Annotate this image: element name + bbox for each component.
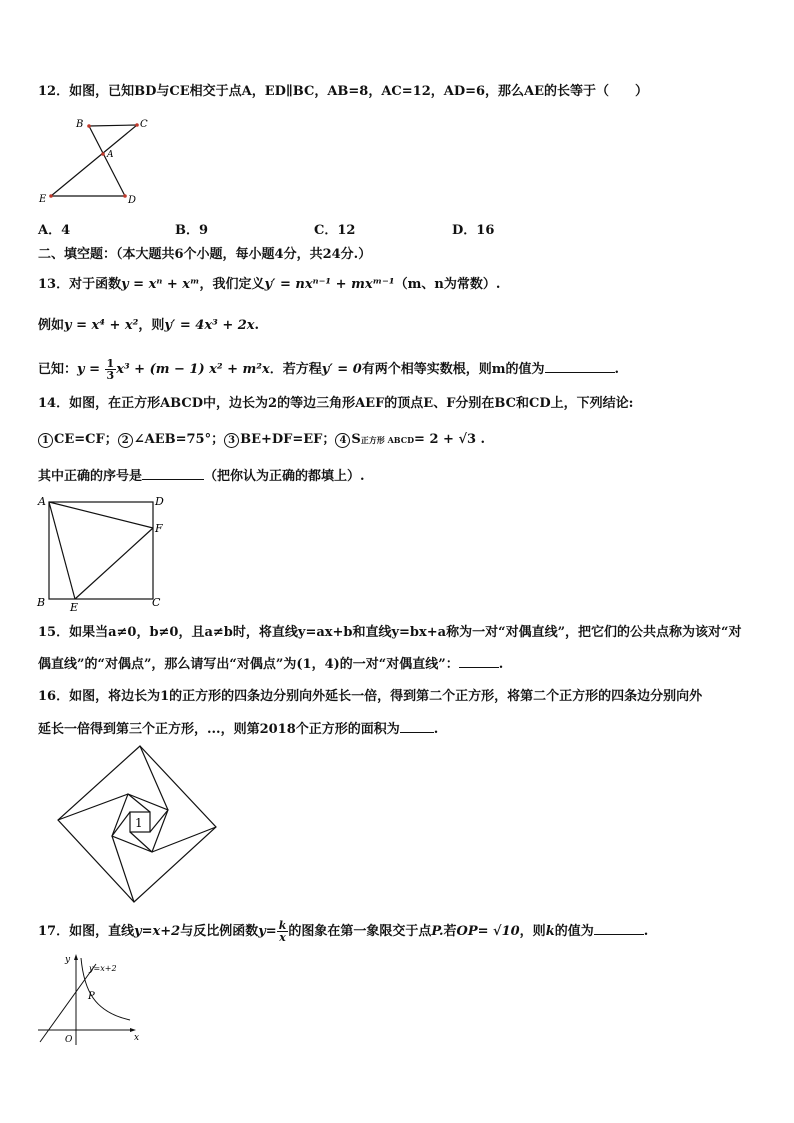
q13-line3-a: 已知： <box>38 362 78 377</box>
q14-conclusions <box>38 431 485 449</box>
q12-figure <box>36 114 156 206</box>
q17-k-var: k <box>545 924 555 939</box>
q12-text: 12．如图，已知BD与CE相交于点A，ED∥BC，AB=8，AC=12，AD=6，那么AE的长等于（ ） <box>38 84 649 99</box>
q16-ext-1a <box>128 794 150 812</box>
q14-conclusion-2: ∠AEB=75°； <box>133 432 225 447</box>
q16-ext-2d <box>58 794 128 820</box>
q16-line1: 16．如图，将边长为1的正方形的四条边分别向外延长一倍，得到第二个正方形，将第二个正方形的四条边分别向外 <box>38 689 703 704</box>
q17-label-o: O <box>65 1035 73 1045</box>
q17-text <box>38 920 648 943</box>
q13-line3 <box>38 358 619 381</box>
q15-line1: 15．如果当a≠0，b≠0，且a≠b时，将直线y=ax+b和直线y=bx+a称为一对“对偶直线”，把它们的公共点称为该对“对 <box>38 625 742 640</box>
q17-text-end: . <box>643 924 649 939</box>
q12-point-d <box>123 194 127 198</box>
q13-frac-den: 3 <box>106 369 115 382</box>
q13-given-func: x³ + (m − 1) x² + m²x <box>116 362 270 377</box>
q17-label-line: y=x+2 <box>89 964 117 973</box>
q12-option-b: B．9 <box>175 223 209 238</box>
q14-segment-af <box>49 502 153 528</box>
q16-center-label: 1 <box>135 816 143 830</box>
q16-ext-1b <box>150 810 168 832</box>
q14-line1: 14．如图，在正方形ABCD中，边长为2的等边三角形AEF的顶点E、F分别在BC和CD上，下列结论: <box>38 396 634 411</box>
q14-line3-a: 其中正确的序号是 <box>38 469 143 484</box>
q16-ext-1d <box>112 812 130 836</box>
q14-segment-ef <box>75 528 153 599</box>
q14-circle-3: 3 <box>224 433 239 448</box>
q13-example-derivative: y′ = 4x³ + 2x <box>164 318 255 333</box>
q16-ext-2c <box>112 836 134 902</box>
q13-line2 <box>38 317 259 335</box>
q16-line2-a: 延长一倍得到第三个正方形，...，则第2018个正方形的面积为 <box>38 722 400 737</box>
q14-conclusion-1: CE=CF； <box>54 432 118 447</box>
q12-option-c: C．12 <box>314 223 356 238</box>
q14-label-f: F <box>155 522 163 535</box>
q17-x-arrow <box>130 1028 136 1032</box>
section-heading: 二、填空题：（本大题共6个小题，每小题4分，共24分.） <box>38 247 372 262</box>
q12-segment-bc <box>89 125 137 126</box>
q17-text-b: 与反比例函数 <box>180 924 259 939</box>
q14-conclusion-4-sub: 正方形 ABCD <box>360 435 415 445</box>
q14-label-d: D <box>155 495 164 508</box>
q17-frac-num: k <box>278 919 287 932</box>
q14-circle-2: 2 <box>118 433 133 448</box>
q13-derivative-def: y′ = nxⁿ⁻¹ + mxᵐ⁻¹ <box>264 277 395 292</box>
q14-circle-1: 1 <box>38 433 53 448</box>
q17-label-p: P <box>88 991 95 1002</box>
q13-func-def: y = xⁿ + xᵐ <box>121 277 200 292</box>
q17-graph <box>34 950 146 1050</box>
q13-line2-b: ，则 <box>138 318 165 333</box>
q13-line3-end: . <box>614 362 620 377</box>
q13-y-equals: y = <box>77 362 100 377</box>
q17-point-p: P. <box>431 924 444 939</box>
q12-point-a <box>101 152 105 156</box>
q16-ext-1c <box>130 832 152 852</box>
q12-label-d: D <box>128 195 137 206</box>
q17-text-d: 若 <box>443 924 457 939</box>
q16-line2-b: . <box>433 722 439 737</box>
q13-line2-c: . <box>254 318 260 333</box>
q13-equation: y′ = 0 <box>321 362 362 377</box>
q12-point-e <box>49 194 53 198</box>
q14-label-c: C <box>152 596 161 609</box>
q13-line1 <box>38 276 500 294</box>
q12-label-c: C <box>140 119 148 130</box>
q14-conclusion-3: BE+DF=EF； <box>240 432 336 447</box>
q16-ext-2b <box>152 827 216 852</box>
q13-example-func: y = x⁴ + x² <box>64 318 139 333</box>
q14-line3 <box>38 467 365 486</box>
q17-text-f: 的值为 <box>554 924 594 939</box>
q16-line2 <box>38 720 438 739</box>
q14-answer-blank[interactable] <box>142 467 204 480</box>
q15-answer-blank[interactable] <box>459 655 499 668</box>
q17-op-eq: OP= √10 <box>456 924 520 939</box>
q14-conclusion-4-value: = 2 + √3 . <box>414 432 486 447</box>
q13-line1-c: （m、n为常数）. <box>394 277 501 292</box>
q13-line1-a: 13．对于函数 <box>38 277 122 292</box>
q13-line2-a: 例如 <box>38 318 65 333</box>
q17-y-eq: y= <box>258 924 277 939</box>
q17-y-arrow <box>74 954 78 960</box>
q12-point-b <box>87 124 91 128</box>
q17-text-a: 17．如图，直线 <box>38 924 135 939</box>
q16-answer-blank[interactable] <box>400 720 434 733</box>
q12-label-a: A <box>107 150 114 160</box>
q12-segment-bd <box>89 126 125 196</box>
q17-text-e: ，则 <box>519 924 546 939</box>
q17-label-x: x <box>134 1033 140 1043</box>
q17-fraction <box>277 920 289 943</box>
q15-line2 <box>38 655 503 674</box>
q14-label-a: A <box>38 495 46 508</box>
q12-label-e: E <box>39 194 47 205</box>
q13-line1-b: ，我们定义 <box>199 277 265 292</box>
q12-label-b: B <box>76 119 84 130</box>
q16-figure <box>56 744 218 904</box>
q17-frac-den: x <box>279 931 286 944</box>
q12-point-c <box>135 123 139 127</box>
q14-conclusion-4-s: S <box>351 432 361 447</box>
q12-option-d: D．16 <box>452 223 495 238</box>
q14-circle-4: 4 <box>335 433 350 448</box>
q15-line2-a: 偶直线”的“对偶点”，那么请写出“对偶点”为(1，4)的一对“对偶直线”： <box>38 657 459 672</box>
q14-figure <box>34 492 170 612</box>
q14-label-b: B <box>37 596 46 609</box>
q12-option-a: A．4 <box>38 223 71 238</box>
q14-line3-b: （把你认为正确的都填上）. <box>204 469 365 484</box>
q17-text-c: 的图象在第一象限交于点 <box>288 924 432 939</box>
q14-segment-ae <box>49 502 75 599</box>
q15-line2-b: . <box>498 657 504 672</box>
q17-answer-blank[interactable] <box>594 922 644 935</box>
q14-square-abcd <box>49 502 153 599</box>
q14-label-e: E <box>70 601 79 612</box>
q17-line-eq: y=x+2 <box>134 924 181 939</box>
q13-fraction <box>105 358 117 381</box>
q13-line3-c: 有两个相等实数根，则m的值为 <box>361 362 545 377</box>
q13-line3-b: ．若方程 <box>269 362 322 377</box>
q13-answer-blank[interactable] <box>545 360 615 373</box>
q17-label-y: y <box>65 955 71 965</box>
q13-frac-num: 1 <box>106 357 115 370</box>
